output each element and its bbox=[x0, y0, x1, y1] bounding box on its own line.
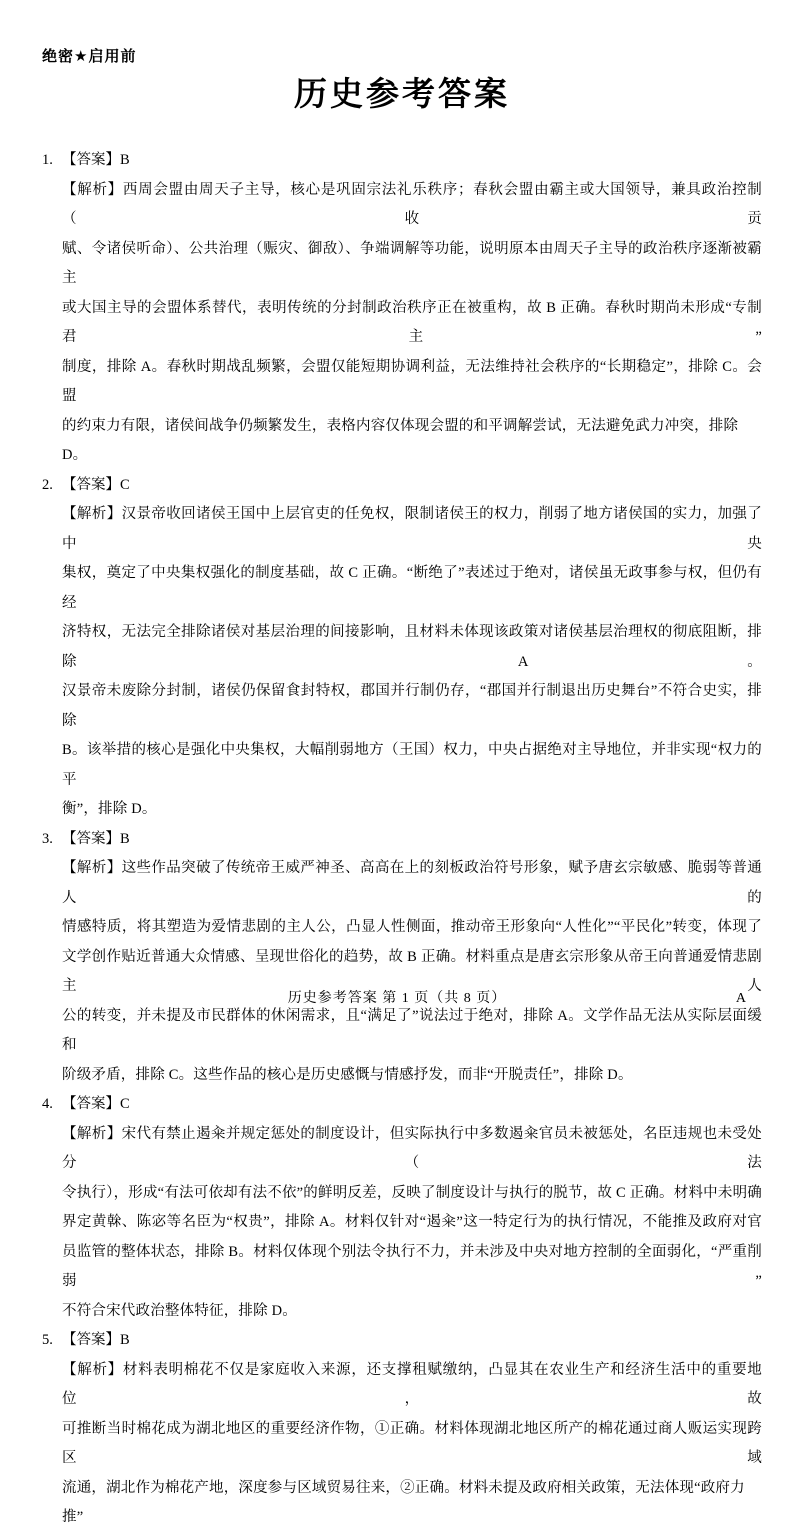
secrecy-label: 绝密★启用前 bbox=[42, 48, 137, 65]
analysis-line: 衡”，排除 D。 bbox=[62, 801, 157, 817]
analysis-line: 赋、令诸侯听命）、公共治理（赈灾、御敌）、争端调解等功能，说明原本由周天子主导的政治秩序逐渐被霸主 bbox=[62, 240, 762, 286]
analysis-paragraph bbox=[42, 854, 762, 1090]
answer-text: 【答案】B bbox=[62, 152, 130, 168]
analysis-paragraph bbox=[42, 500, 762, 825]
answer-line bbox=[42, 146, 762, 176]
analysis-line: B。该举措的核心是强化中央集权，大幅削弱地方（王国）权力，中央占据绝对主导地位，并非实现“权力的平 bbox=[62, 742, 762, 788]
answer-item bbox=[42, 1326, 762, 1533]
answer-item bbox=[42, 146, 762, 471]
analysis-line: 【解析】西周会盟由周天子主导，核心是巩固宗法礼乐秩序；春秋会盟由霸主或大国领导，兼具政治控制（收贡 bbox=[62, 181, 762, 227]
analysis-paragraph bbox=[42, 1120, 762, 1327]
footer-version-label: A bbox=[735, 991, 746, 1006]
answer-line bbox=[42, 825, 762, 855]
answer-line bbox=[42, 1090, 762, 1120]
analysis-line: 【解析】宋代有禁止遏籴并规定惩处的制度设计，但实际执行中多数遏籴官员未被惩处，名臣违规也未受处分（法 bbox=[62, 1125, 762, 1171]
analysis-line: 济特权，无法完全排除诸侯对基层治理的间接影响，且材料未体现该政策对诸侯基层治理权的彻底阻断，排除 A。 bbox=[62, 624, 762, 670]
answer-item bbox=[42, 1090, 762, 1326]
question-number: 1. bbox=[42, 152, 53, 168]
analysis-paragraph bbox=[42, 176, 762, 471]
analysis-line: 情感特质，将其塑造为爱情悲剧的主人公，凸显人性侧面，推动帝王形象向“人性化”“平民化”转变，体现了 bbox=[62, 919, 762, 935]
analysis-line: 【解析】材料表明棉花不仅是家庭收入来源，还支撑租赋缴纳，凸显其在农业生产和经济生活中的重要地位，故 bbox=[62, 1361, 762, 1407]
answer-line bbox=[42, 1326, 762, 1356]
answer-text: 【答案】C bbox=[62, 1096, 130, 1112]
analysis-line: 界定黄榦、陈宓等名臣为“权贵”，排除 A。材料仅针对“遏籴”这一特定行为的执行情况，不能推及政府对官 bbox=[62, 1214, 762, 1230]
question-number: 3. bbox=[42, 830, 53, 847]
analysis-line: 文学创作贴近普通大众情感、呈现世俗化的趋势，故 B 正确。材料重点是唐玄宗形象从帝王向普通爱情悲剧主人 bbox=[62, 948, 762, 994]
analysis-line: 制度，排除 A。春秋时期战乱频繁，会盟仅能短期协调利益，无法维持社会秩序的“长期稳定”，排除 C。会盟 bbox=[62, 358, 762, 404]
question-number: 2. bbox=[42, 476, 53, 493]
analysis-line: 或大国主导的会盟体系替代，表明传统的分封制政治秩序正在被重构，故 B 正确。春秋时期尚未形成“专制君主” bbox=[62, 299, 762, 345]
analysis-line: 集权，奠定了中央集权强化的制度基础，故 C 正确。“断绝了”表述过于绝对，诸侯虽无政事参与权，但仍有经 bbox=[62, 565, 762, 611]
answer-item bbox=[42, 825, 762, 1091]
analysis-line: 汉景帝未废除分封制，诸侯仍保留食封特权，郡国并行制仍存，“郡国并行制退出历史舞台”不符合史实，排除 bbox=[62, 683, 762, 729]
analysis-line: 流通，湖北作为棉花产地，深度参与区域贸易往来，②正确。材料未提及政府相关政策，无法体现“政府力推” bbox=[62, 1479, 745, 1525]
footer-page-info: 历史参考答案 第 1 页（共 8 页） bbox=[287, 991, 507, 1006]
analysis-line: 不符合宋代政治整体特征，排除 D。 bbox=[62, 1302, 297, 1319]
analysis-line: 【解析】这些作品突破了传统帝王威严神圣、高高在上的刻板政治符号形象，赋予唐玄宗敏感、脆弱等普通人的 bbox=[62, 860, 762, 906]
answer-list bbox=[42, 146, 762, 1533]
page-title: 历史参考答案 bbox=[294, 77, 510, 113]
question-number: 5. bbox=[42, 1332, 53, 1348]
answer-text: 【答案】B bbox=[62, 1332, 130, 1348]
analysis-line: 可推断当时棉花成为湖北地区的重要经济作物，①正确。材料体现湖北地区所产的棉花通过商人贩运实现跨区域 bbox=[62, 1420, 762, 1466]
analysis-line: 阶级矛盾，排除 C。这些作品的核心是历史感慨与情感抒发，而非“开脱责任”，排除 D。 bbox=[62, 1066, 633, 1083]
answer-text: 【答案】C bbox=[62, 476, 130, 493]
analysis-line: 的约束力有限，诸侯间战争仍频繁发生，表格内容仅体现会盟的和平调解尝试，无法避免武力冲突，排除 D。 bbox=[62, 417, 739, 463]
answer-item bbox=[42, 471, 762, 825]
page-footer bbox=[0, 988, 794, 1010]
analysis-paragraph bbox=[42, 1356, 762, 1533]
analysis-line: 员监管的整体状态，排除 B。材料仅体现个别法令执行不力，并未涉及中央对地方控制的全面弱化，“严重削弱” bbox=[62, 1243, 762, 1289]
answer-text: 【答案】B bbox=[62, 830, 130, 847]
analysis-line: 【解析】汉景帝收回诸侯王国中上层官吏的任免权，限制诸侯王的权力，削弱了地方诸侯国的实力，加强了中央 bbox=[62, 506, 762, 552]
question-number: 4. bbox=[42, 1096, 53, 1112]
analysis-line: 公的转变，并未提及市民群体的休闲需求，且“满足了”说法过于绝对，排除 A。文学作品无法从实际层面缓和 bbox=[62, 1007, 762, 1053]
answer-line bbox=[42, 471, 762, 501]
analysis-line: 令执行），形成“有法可依却有法不依”的鲜明反差，反映了制度设计与执行的脱节，故 C 正确。材料中未明确 bbox=[62, 1184, 762, 1201]
